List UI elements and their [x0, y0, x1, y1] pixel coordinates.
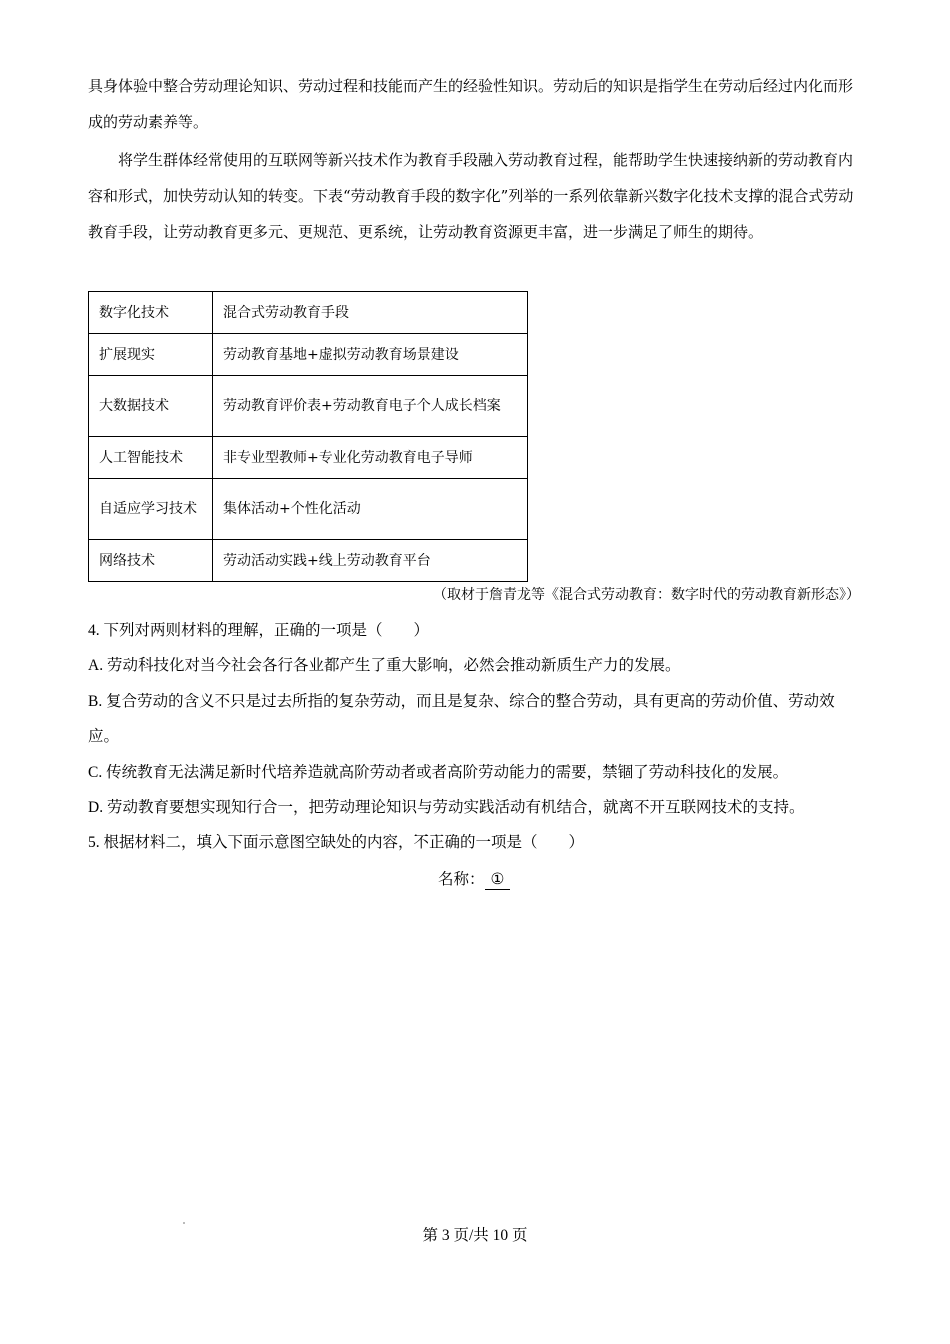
- table-cell-tech: 扩展现实: [89, 334, 213, 376]
- table-cell-means: 混合式劳动教育手段: [213, 292, 528, 334]
- table-cell-tech: 大数据技术: [89, 376, 213, 437]
- paragraph-2: 将学生群体经常使用的互联网等新兴技术作为教育手段融入劳动教育过程，能帮助学生快速接纳新的劳动教育内容和形式，加快劳动认知的转变。下表“劳动教育手段的数字化”列举的一系列依靠新兴数字化技术支撑的混合式劳动教育手段，让劳动教育更多元、更规范、更系统，让劳动教育资源更丰富，进一步满足了师生的期待。: [88, 151, 854, 241]
- table-cell-tech: 人工智能技术: [89, 437, 213, 479]
- table-cell-means: 非专业型教师+专业化劳动教育电子导师: [213, 437, 528, 479]
- table-row: [89, 540, 528, 582]
- diagram-name-label: 名称：: [438, 871, 485, 888]
- table-row: [89, 334, 528, 376]
- table-cell-means: 劳动活动实践+线上劳动教育平台: [213, 540, 528, 582]
- question-4-stem: 4. 下列对两则材料的理解，正确的一项是（ ）: [88, 622, 430, 639]
- question-4-option-c[interactable]: C. 传统教育无法满足新时代培养造就高阶劳动者或者高阶劳动能力的需要，禁锢了劳动科技化的发展。: [88, 764, 789, 781]
- table-cell-tech: 网络技术: [89, 540, 213, 582]
- table-row: [89, 376, 528, 437]
- paragraph-1: 具身体验中整合劳动理论知识、劳动过程和技能而产生的经验性知识。劳动后的知识是指学生在劳动后经过内化而形成的劳动素养等。: [88, 77, 854, 131]
- question-5-stem: [88, 825, 863, 860]
- source-citation: （取材于詹青龙等《混合式劳动教育：数字时代的劳动教育新形态》）: [433, 587, 860, 603]
- page-footer: 第 3 页/共 10 页: [422, 1227, 528, 1244]
- question-5-emphasis: 不正确 · · ·: [414, 834, 461, 851]
- table-cell-means: 集体活动+个性化活动: [213, 479, 528, 540]
- table-row: [89, 292, 528, 334]
- diagram-name-blank: ①: [485, 871, 511, 890]
- question-5-prefix: 5. 根据材料二，填入下面示意图空缺处的内容，: [88, 834, 414, 851]
- table-cell-means: 劳动教育评价表+劳动教育电子个人成长档案: [213, 376, 528, 437]
- diagram-name-line: [438, 866, 510, 894]
- question-5-suffix: 的一项是（ ）: [460, 834, 585, 851]
- table-cell-tech: 数字化技术: [89, 292, 213, 334]
- digital-education-table: [88, 291, 528, 582]
- question-4-option-b[interactable]: B. 复合劳动的含义不只是过去所指的复杂劳动，而且是复杂、综合的整合劳动，具有更高的劳动价值、劳动效应。: [88, 693, 835, 745]
- question-4-option-a[interactable]: A. 劳动科技化对当今社会各行各业都产生了重大影响，必然会推动新质生产力的发展。: [88, 657, 681, 674]
- table-cell-means: 劳动教育基地+虚拟劳动教育场景建设: [213, 334, 528, 376]
- question-4-option-d[interactable]: D. 劳动教育要想实现知行合一，把劳动理论知识与劳动实践活动有机结合，就离不开互联网技术的支持。: [88, 799, 805, 816]
- table-cell-tech: 自适应学习技术: [89, 479, 213, 540]
- table-row: [89, 479, 528, 540]
- table-row: [89, 437, 528, 479]
